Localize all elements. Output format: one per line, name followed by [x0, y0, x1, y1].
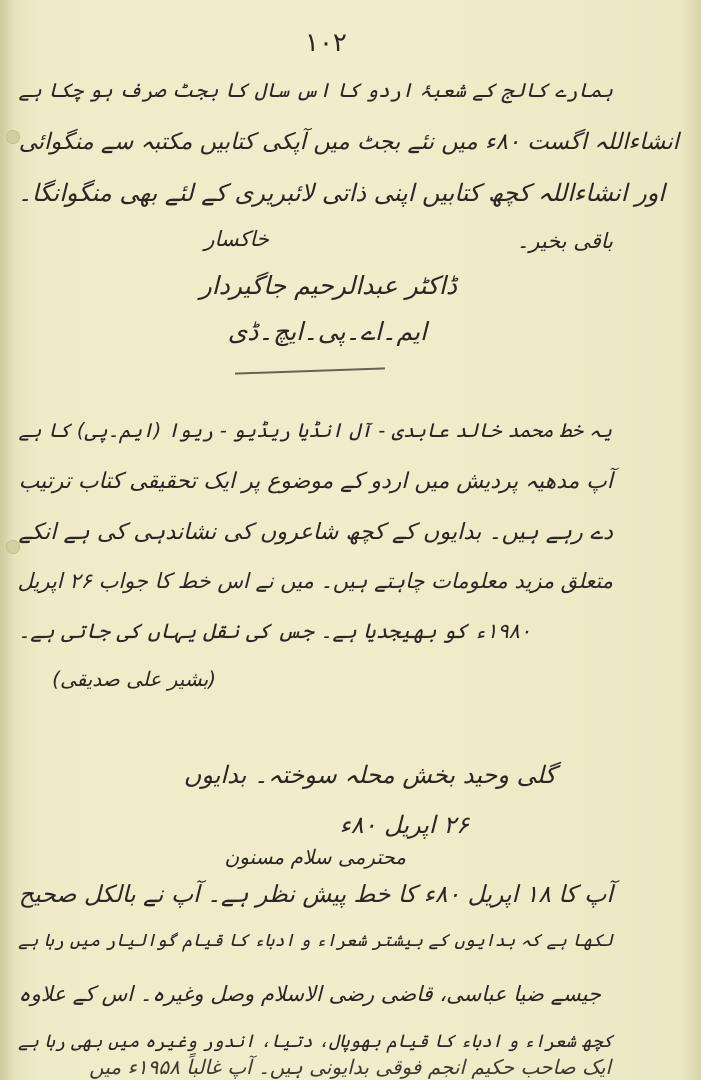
letter2-salutation: محترمی سلام مسنون [224, 845, 406, 869]
letter1-line: باقی بخیر۔ [516, 229, 613, 253]
letter2-line: لکھا ہے کہ بدایوں کے بیشتر شعراء و ادباء کا قیام گوالیار میں رہا ہے [18, 931, 613, 951]
note-line: متعلق مزید معلومات چاہتے ہیں۔ میں نے اس خط کا جواب ۲۶ اپریل [17, 569, 613, 593]
letter2-address: گلی وحید بخش محلہ سوختہ۔ بدایوں [183, 761, 556, 789]
letter2-line: ایک صاحب حکیم انجم فوقی بدایونی ہیں۔ آپ غالباً ۱۹۵۸ء میں [89, 1055, 611, 1079]
note-attribution: (بشیر علی صدیقی) [52, 667, 216, 691]
letter1-line: ہمارے کالج کے شعبۂ اردو کا اس سال کا بجٹ صرف ہو چکا ہے [18, 79, 613, 102]
signature-degree: ایم۔اے۔پی۔ایچ۔ڈی [227, 317, 427, 346]
divider-line [235, 367, 385, 374]
note-line: ۱۹۸۰ء کو بھیجدیا ہے۔ جس کی نقل یہاں کی جاتی ہے۔ [18, 619, 531, 643]
note-line: دے رہے ہیں۔ بدایوں کے کچھ شاعروں کی نشاندہی کی ہے انکے [18, 519, 613, 545]
letter2-line: جیسے ضیا عباسی، قاضی رضی الاسلام وصل وغیرہ۔ اس کے علاوہ [18, 981, 601, 1006]
letter1-closing: خاکسار [204, 227, 269, 251]
note-line: آپ مدھیہ پردیش میں اردو کے موضوع پر ایک تحقیقی کتاب ترتیب [18, 469, 613, 494]
letter1-line: اور انشاءاللہ کچھ کتابیں اپنی ذاتی لائبریری کے لئے بھی منگوانگا۔ [17, 179, 665, 207]
page-number: ۱۰۲ [305, 28, 347, 58]
letter2-line: آپ کا ۱۸ اپریل ۸۰ء کا خط پیش نظر ہے۔ آپ نے بالکل صحیح [18, 880, 613, 908]
letter2-line: کچھ شعراء و ادباء کا قیام بھوپال، دتیا، اندور وغیرہ میں بھی رہا ہے [18, 1031, 613, 1052]
signature-name: ڈاکٹر عبدالرحیم جاگیردار [199, 271, 457, 300]
note-line: یہ خط محمد خالد عابدی - آل انڈیا ریڈیو - ریوا (ایم۔پی) کا ہے [18, 419, 612, 442]
letter2-date: ۲۶ اپریل ۸۰ء [339, 811, 469, 839]
letter1-line: انشاءاللہ اگست ۸۰ء میں نئے بجٹ میں آپکی کتابیں مکتبہ سے منگوائی [18, 129, 679, 155]
